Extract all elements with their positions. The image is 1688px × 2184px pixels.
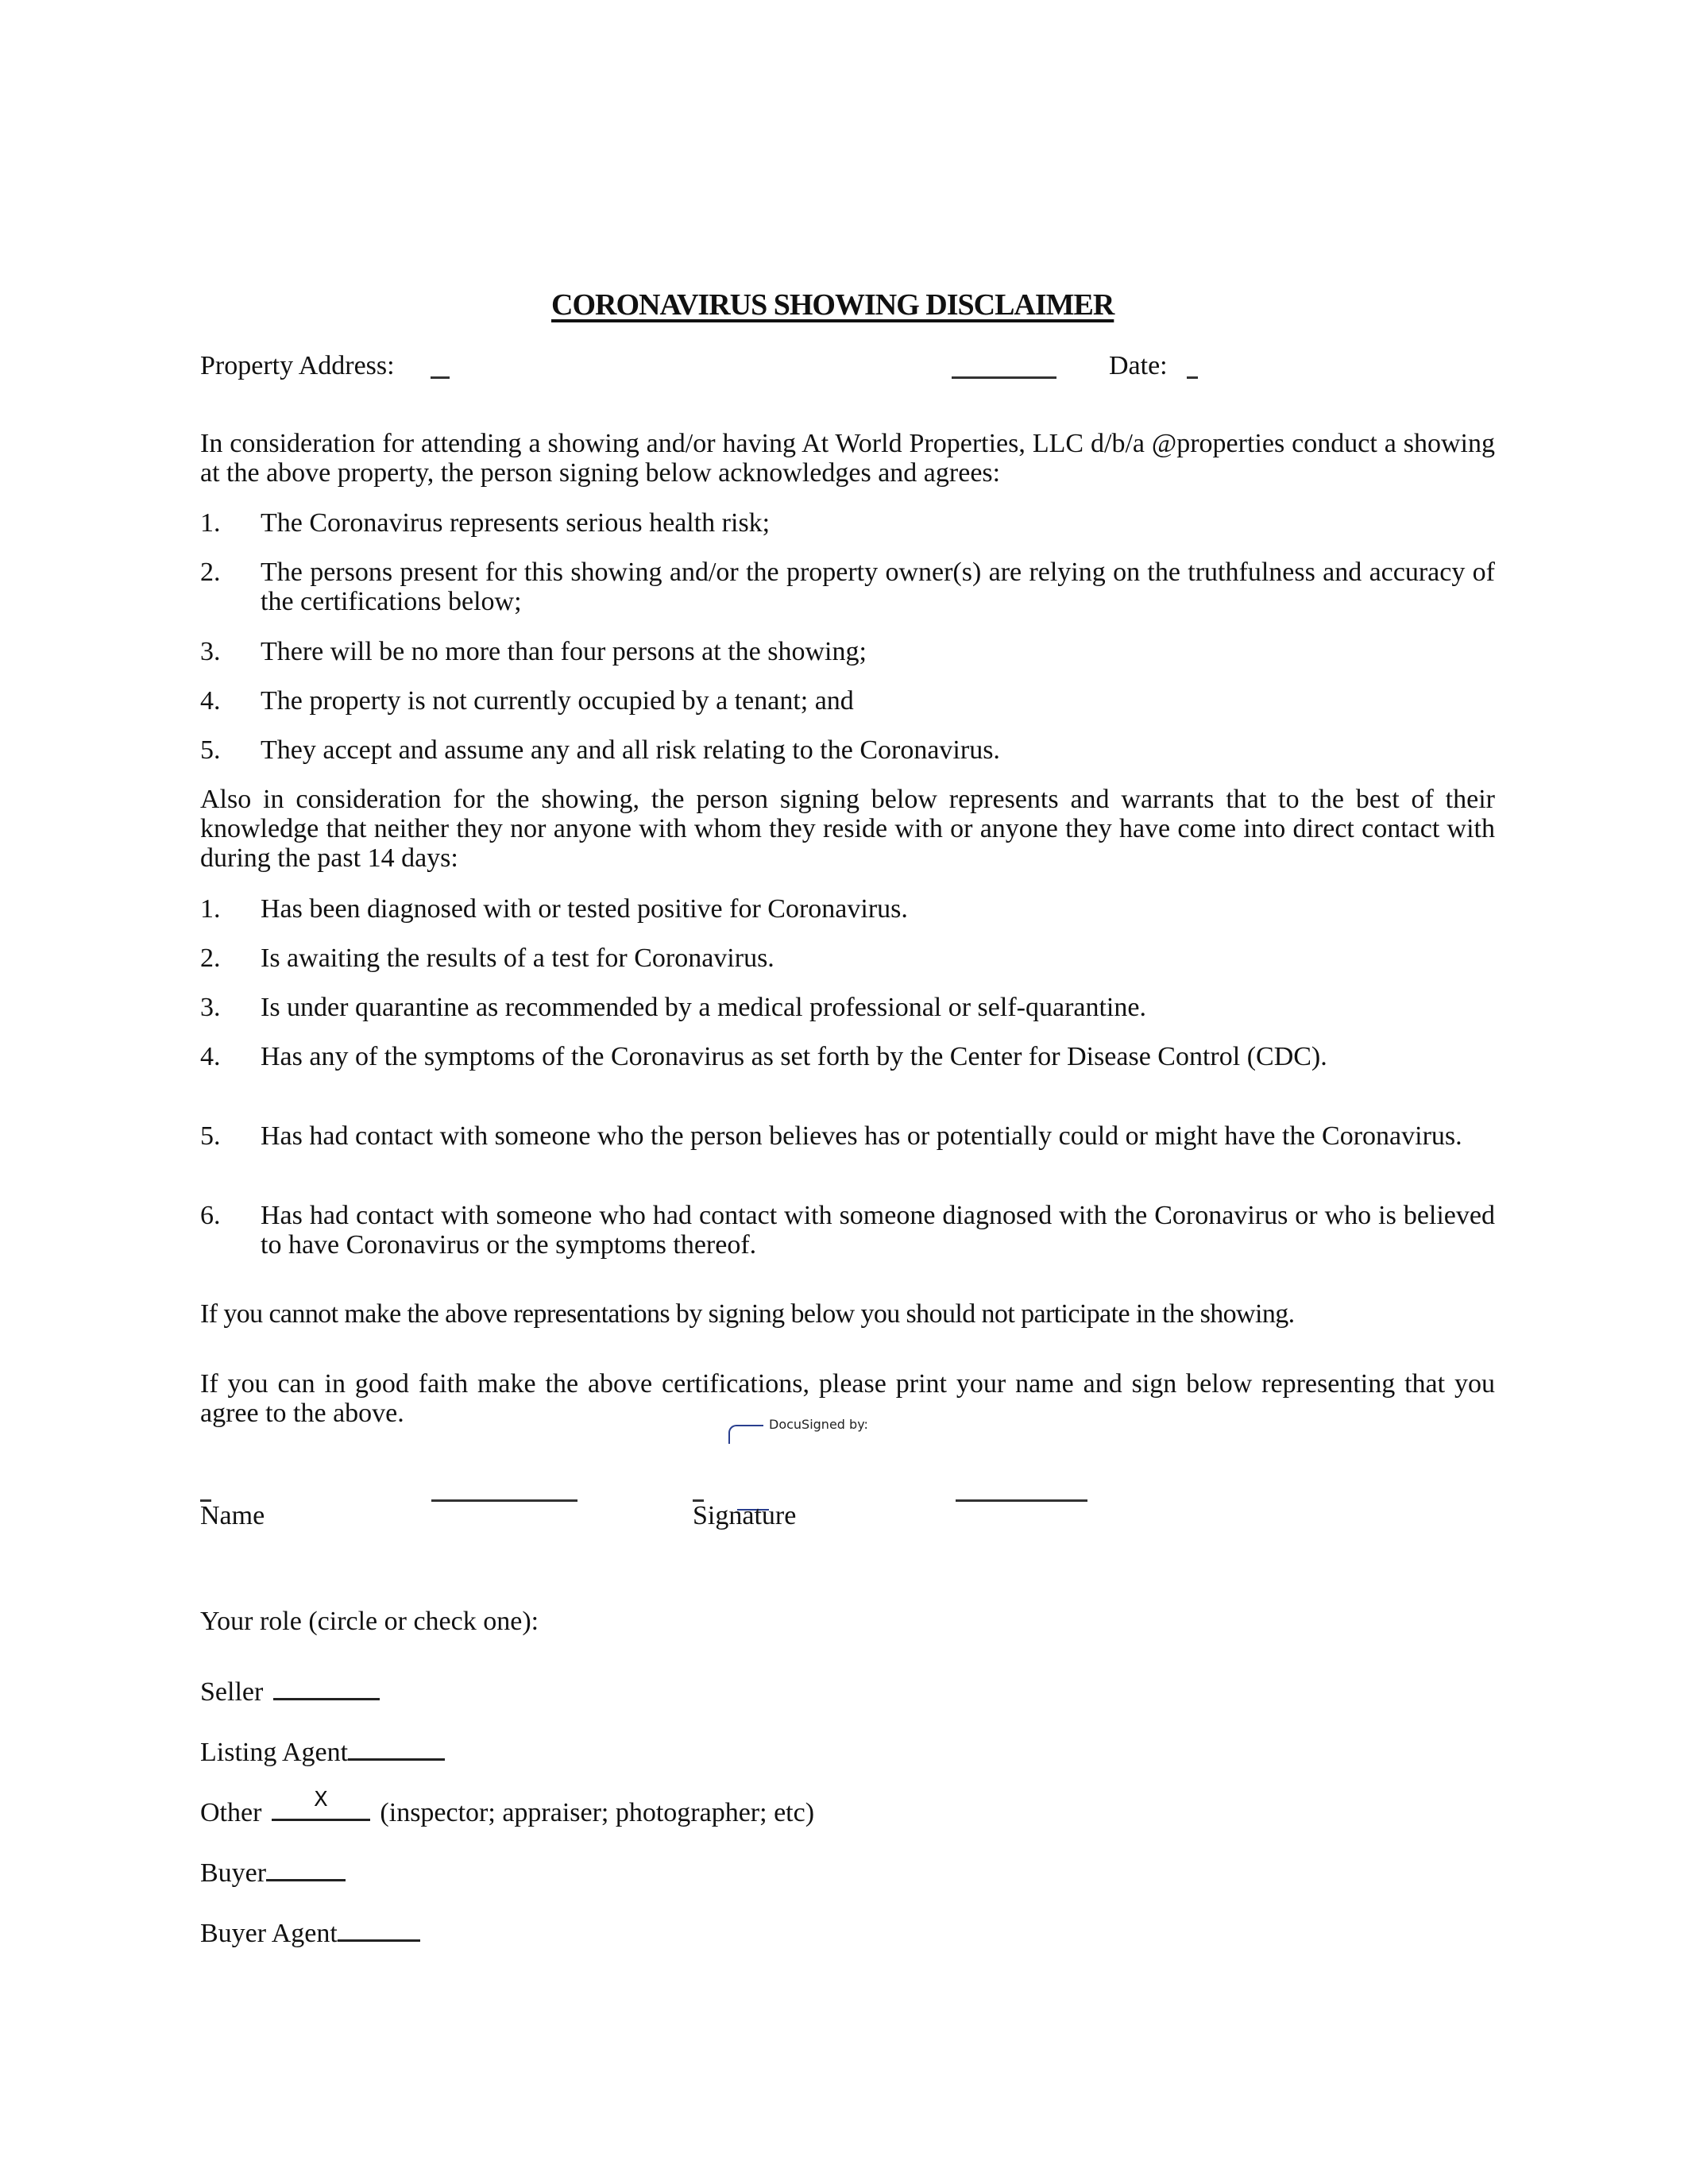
role-label: Other xyxy=(200,1798,262,1827)
item-text: The property is not currently occupied by a tenant; and xyxy=(261,686,854,716)
item-text: Is awaiting the results of a test for Coronavirus. xyxy=(261,943,774,973)
item-number: 1. xyxy=(200,894,221,924)
item-text: The persons present for this showing and/or the property owner(s) are relying on the truthfulness and accuracy of the certifications below; xyxy=(261,558,1495,616)
role-blank[interactable] xyxy=(266,1855,346,1881)
date-field[interactable] xyxy=(1187,376,1198,379)
role-listing-agent[interactable] xyxy=(200,1734,445,1767)
item-number: 3. xyxy=(200,637,221,666)
role-mark: X xyxy=(314,1788,328,1812)
name-label: Name xyxy=(200,1501,265,1530)
warning-paragraph: If you cannot make the above representations by signing below you should not participate in the showing. xyxy=(200,1299,1295,1329)
item-number: 6. xyxy=(200,1201,221,1230)
role-blank[interactable] xyxy=(348,1734,445,1761)
role-label: Buyer Agent xyxy=(200,1919,338,1948)
role-buyer-agent[interactable] xyxy=(200,1916,420,1948)
docusign-label: DocuSigned by: xyxy=(769,1417,868,1432)
role-blank[interactable] xyxy=(338,1916,420,1942)
role-prompt: Your role (circle or check one): xyxy=(200,1607,539,1636)
role-buyer[interactable] xyxy=(200,1855,346,1888)
date-label: Date: xyxy=(1109,351,1168,380)
item-text: There will be no more than four persons at the showing; xyxy=(261,637,867,666)
item-number: 4. xyxy=(200,1042,221,1071)
role-other[interactable] xyxy=(200,1788,815,1827)
signature-field[interactable] xyxy=(956,1499,1087,1502)
item-number: 4. xyxy=(200,686,221,716)
role-label: Listing Agent xyxy=(200,1738,349,1767)
signature-label: Signature xyxy=(693,1501,797,1530)
item-number: 2. xyxy=(200,558,221,587)
docusign-bracket-icon xyxy=(728,1425,763,1444)
intro-paragraph: In consideration for attending a showing and/or having At World Properties, LLC d/b/a @properties conduct a showing at the above property, the person signing below acknowledges and agrees: xyxy=(200,429,1495,488)
property-address-field-end[interactable] xyxy=(952,376,1056,379)
property-address-field[interactable] xyxy=(431,376,450,379)
item-number: 5. xyxy=(200,1121,221,1151)
item-number: 2. xyxy=(200,943,221,973)
role-blank[interactable] xyxy=(272,1788,370,1821)
item-text: Has any of the symptoms of the Coronavirus as set forth by the Center for Disease Control (CDC). xyxy=(261,1042,1327,1071)
name-field[interactable] xyxy=(431,1499,577,1502)
document-title: CORONAVIRUS SHOWING DISCLAIMER xyxy=(551,288,1114,322)
role-label: Seller xyxy=(200,1677,264,1707)
item-text: Is under quarantine as recommended by a medical professional or self-quarantine. xyxy=(261,993,1146,1022)
role-seller[interactable] xyxy=(200,1674,380,1707)
certify-paragraph: If you can in good faith make the above certifications, please print your name and sign below representing that you agree to the above. xyxy=(200,1369,1495,1428)
role-note: (inspector; appraiser; photographer; etc) xyxy=(380,1798,815,1827)
item-text: They accept and assume any and all risk relating to the Coronavirus. xyxy=(261,735,1000,765)
property-address-label: Property Address: xyxy=(200,351,395,380)
item-text: Has had contact with someone who had contact with someone diagnosed with the Coronavirus or who is believed to have Coronavirus or the symptoms thereof. xyxy=(261,1201,1495,1260)
item-text: Has been diagnosed with or tested positive for Coronavirus. xyxy=(261,894,908,924)
role-label: Buyer xyxy=(200,1858,267,1888)
item-number: 1. xyxy=(200,508,221,538)
item-text: The Coronavirus represents serious health risk; xyxy=(261,508,771,538)
role-blank[interactable] xyxy=(273,1674,380,1700)
representation-intro: Also in consideration for the showing, the person signing below represents and warrants that to the best of their knowledge that neither they nor anyone with whom they reside with or anyone they have come into direct contact with during the past 14 days: xyxy=(200,785,1495,873)
item-number: 3. xyxy=(200,993,221,1022)
item-text: Has had contact with someone who the person believes has or potentially could or might have the Coronavirus. xyxy=(261,1121,1462,1151)
item-number: 5. xyxy=(200,735,221,765)
